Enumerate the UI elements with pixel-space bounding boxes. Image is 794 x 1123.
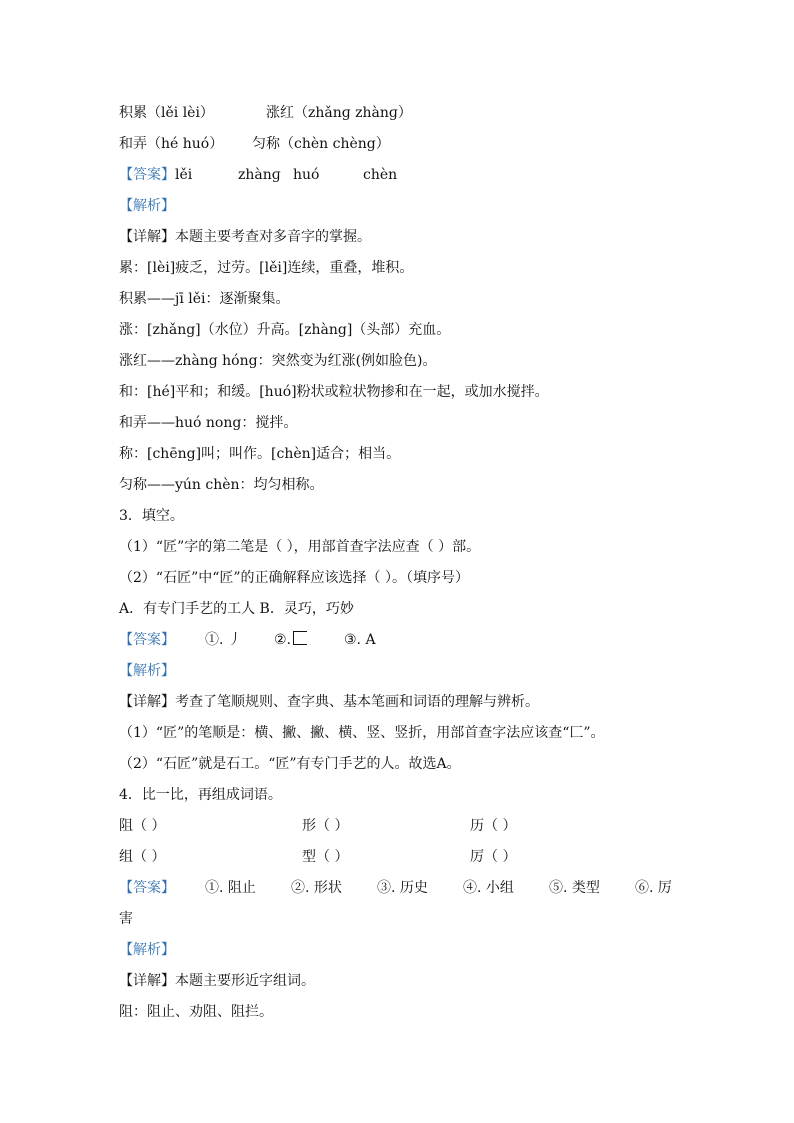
q4-grid-row-2 <box>119 842 699 873</box>
q3-detail-line <box>119 687 699 718</box>
grid-cell: 阻（ ） <box>119 818 166 834</box>
analysis-tag: 【解析】 <box>119 942 175 958</box>
q4-detail-line <box>119 966 699 997</box>
detail-line: 和：[hé]平和；和缓。[huó]粉状或粒状物掺和在一起，或加水搅拌。 <box>119 384 549 400</box>
q4-grid-row-1 <box>119 811 699 842</box>
detail-text: 本题主要形近字组词。 <box>175 973 315 989</box>
answer-item: huó <box>293 167 320 183</box>
answer-wrap-line: 害 <box>119 911 133 927</box>
answer-item: ②. 形状 <box>291 880 342 896</box>
answer-tag: 【答案】 <box>119 632 175 648</box>
answer-tag: 【答案】 <box>119 167 175 183</box>
detail-line: 涨：[zhǎng]（水位）升高。[zhàng]（头部）充血。 <box>119 322 451 338</box>
grid-cell: 厉（ ） <box>470 849 517 865</box>
answer-item: ④. 小组 <box>463 880 514 896</box>
answer-item: zhànɡ <box>238 167 281 183</box>
detail-line: 积累——jī lěi：逐渐聚集。 <box>119 291 290 307</box>
q3-title: 3．填空。 <box>119 508 184 524</box>
detail-line: 涨红——zhàng hóng：突然变为红涨(例如脸色)。 <box>119 353 437 369</box>
answer-item: chèn <box>363 167 398 183</box>
document-page <box>119 98 699 1028</box>
q2-detail-line <box>119 222 699 253</box>
analysis-tag: 【解析】 <box>119 198 175 214</box>
detail-tag: 【详解】 <box>119 694 175 710</box>
detail-line: 阻：阻止、劝阻、阻拦。 <box>119 1004 273 1020</box>
answer-item: ⑥. 厉 <box>635 880 672 896</box>
detail-line: 累：[lèi]疲乏，过劳。[lěi]连续，重叠，堆积。 <box>119 260 414 276</box>
analysis-tag: 【解析】 <box>119 663 175 679</box>
detail-text: 本题主要考查对多音字的掌握。 <box>175 229 371 245</box>
pair-jilei: 积累（lěi lèi） <box>119 105 214 121</box>
q3-analysis-line <box>119 656 699 687</box>
q4-answer-line <box>119 873 699 904</box>
detail-line: 称：[chēng]叫；叫作。[chèn]适合；相当。 <box>119 446 401 462</box>
answer-item-number: ②. <box>274 632 292 648</box>
q3-options: A．有专门手艺的工人 B．灵巧，巧妙 <box>119 601 354 617</box>
pair-henong: 和弄（hé huó） <box>119 136 224 152</box>
answer-item: lěi <box>175 167 193 183</box>
answer-item: ①. 丿 <box>205 632 242 648</box>
grid-cell: 型（ ） <box>302 849 349 865</box>
grid-cell: 历（ ） <box>470 818 517 834</box>
answer-item: ③. A <box>344 632 376 648</box>
answer-item: ③. 历史 <box>377 880 428 896</box>
q3-sub-question-2: （2）“石匠”中“匠”的正确解释应该选择（ ）。（填序号） <box>119 570 469 586</box>
answer-tag: 【答案】 <box>119 880 175 896</box>
detail-line: （2）“石匠”就是石工。“匠”有专门手艺的人。故选A。 <box>119 756 461 772</box>
detail-text: 考查了笔顺规则、查字典、基本笔画和词语的理解与辨析。 <box>175 694 539 710</box>
radical-fang-icon <box>293 631 307 645</box>
grid-cell: 组（ ） <box>119 849 166 865</box>
q3-answer-line <box>119 625 699 656</box>
pair-zhanghong: 涨红（zhǎnɡ zhànɡ） <box>266 105 412 121</box>
answer-item <box>274 625 344 656</box>
q2-answer-line <box>119 160 699 191</box>
detail-line: 匀称——yún chèn：均匀相称。 <box>119 477 324 493</box>
pinyin-pair-row-1 <box>119 98 699 129</box>
answer-item: ①. 阻止 <box>205 880 256 896</box>
q4-analysis-line <box>119 935 699 966</box>
q4-title: 4．比一比，再组成词语。 <box>119 787 282 803</box>
pair-yunchen: 匀称（chèn chèng） <box>252 136 390 152</box>
detail-tag: 【详解】 <box>119 229 175 245</box>
detail-tag: 【详解】 <box>119 973 175 989</box>
q3-sub-question-1: （1）“匠”字的第二笔是（ ），用部首查字法应查（ ）部。 <box>119 539 481 555</box>
q2-analysis-line <box>119 191 699 222</box>
answer-item: ⑤. 类型 <box>549 880 600 896</box>
detail-line: 和弄——huó nong：搅拌。 <box>119 415 298 431</box>
pinyin-pair-row-2 <box>119 129 699 160</box>
detail-line: （1）“匠”的笔顺是：横、撇、撇、横、竖、竖折，用部首查字法应该查“匚”。 <box>119 725 605 741</box>
grid-cell: 形（ ） <box>302 818 349 834</box>
